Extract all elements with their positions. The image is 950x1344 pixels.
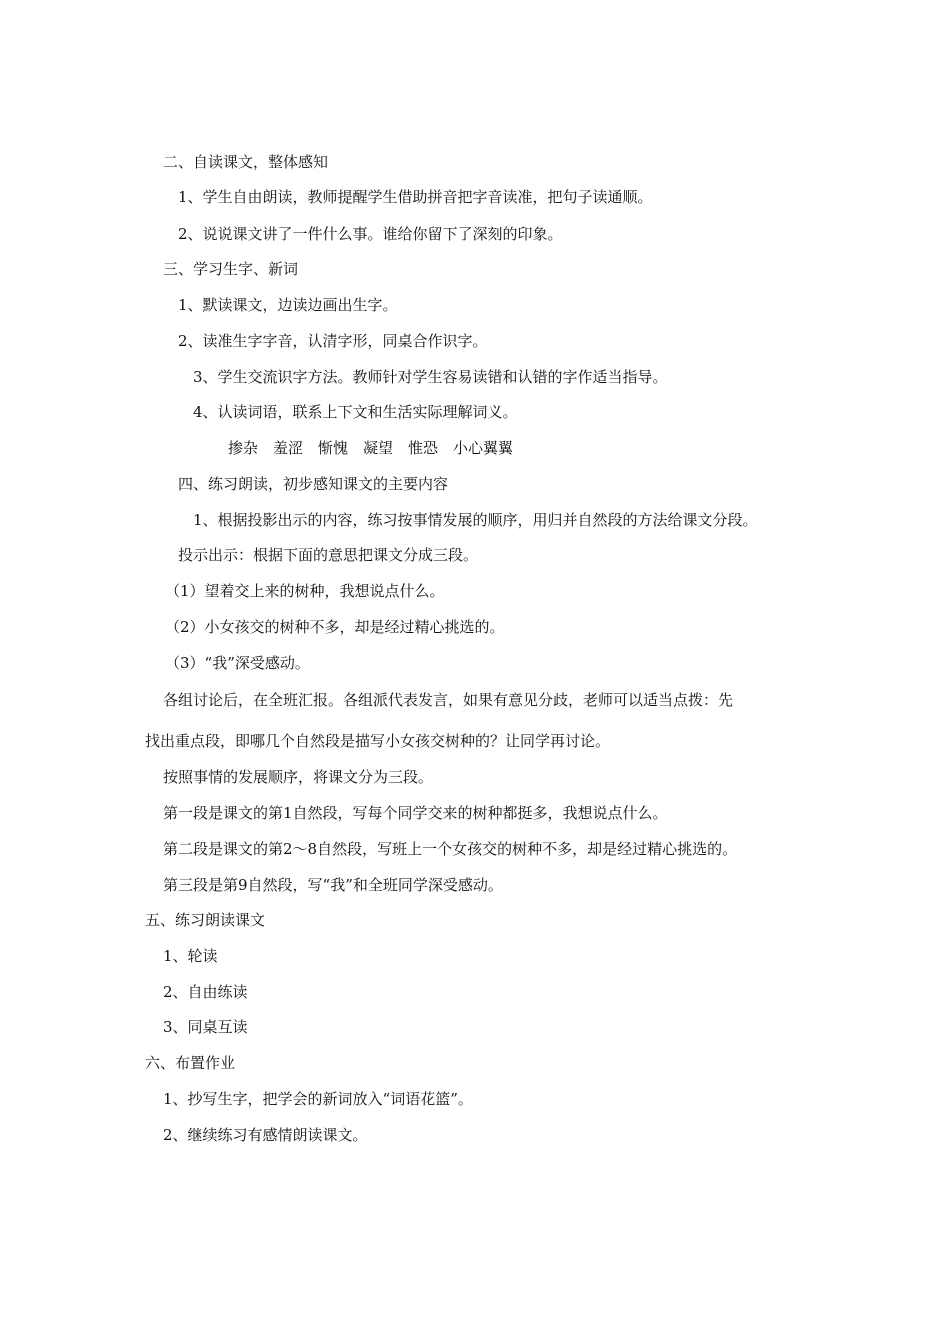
list-item: （2）小女孩交的树种不多，却是经过精心挑选的。 — [165, 618, 505, 636]
paragraph: 第一段是课文的第1自然段，写每个同学交来的树种都挺多，我想说点什么。 — [163, 804, 668, 822]
section-heading-2: 二、自读课文，整体感知 — [163, 153, 329, 171]
list-item: （3）“我”深受感动。 — [165, 654, 310, 672]
list-item: 2、继续练习有感情朗读课文。 — [163, 1126, 368, 1144]
list-item: （1）望着交上来的树种，我想说点什么。 — [165, 582, 445, 600]
paragraph: 1、默读课文，边读边画出生字。 — [178, 296, 398, 314]
paragraph: 4、认读词语，联系上下文和生活实际理解词义。 — [193, 403, 518, 421]
section-heading-4: 四、练习朗读，初步感知课文的主要内容 — [178, 475, 449, 493]
paragraph: 找出重点段，即哪几个自然段是描写小女孩交树种的？让同学再讨论。 — [145, 732, 611, 750]
list-item: 1、轮读 — [163, 947, 218, 965]
list-item: 1、抄写生字，把学会的新词放入“词语花篮”。 — [163, 1090, 473, 1108]
vocabulary-list: 掺杂 羞涩 惭愧 凝望 惟恐 小心翼翼 — [228, 439, 514, 457]
list-item: 3、同桌互读 — [163, 1018, 248, 1036]
paragraph: 3、学生交流识字方法。教师针对学生容易读错和认错的字作适当指导。 — [193, 368, 668, 386]
paragraph: 1、学生自由朗读，教师提醒学生借助拼音把字音读准，把句子读通顺。 — [178, 188, 653, 206]
paragraph: 各组讨论后，在全班汇报。各组派代表发言，如果有意见分歧，老师可以适当点拨：先 — [163, 691, 734, 709]
section-heading-6: 六、布置作业 — [145, 1054, 236, 1072]
paragraph: 第二段是课文的第2～8自然段，写班上一个女孩交的树种不多，却是经过精心挑选的。 — [163, 840, 738, 858]
paragraph: 2、说说课文讲了一件什么事。谁给你留下了深刻的印象。 — [178, 225, 563, 243]
section-heading-3: 三、学习生字、新词 — [163, 260, 299, 278]
paragraph: 按照事情的发展顺序，将课文分为三段。 — [163, 768, 434, 786]
paragraph: 第三段是第9自然段，写“我”和全班同学深受感动。 — [163, 876, 503, 894]
section-heading-5: 五、练习朗读课文 — [145, 911, 266, 929]
paragraph: 投示出示：根据下面的意思把课文分成三段。 — [178, 546, 479, 564]
paragraph: 1、根据投影出示的内容，练习按事情发展的顺序，用归并自然段的方法给课文分段。 — [193, 511, 758, 529]
list-item: 2、自由练读 — [163, 983, 248, 1001]
paragraph: 2、读准生字字音，认清字形，同桌合作识字。 — [178, 332, 488, 350]
